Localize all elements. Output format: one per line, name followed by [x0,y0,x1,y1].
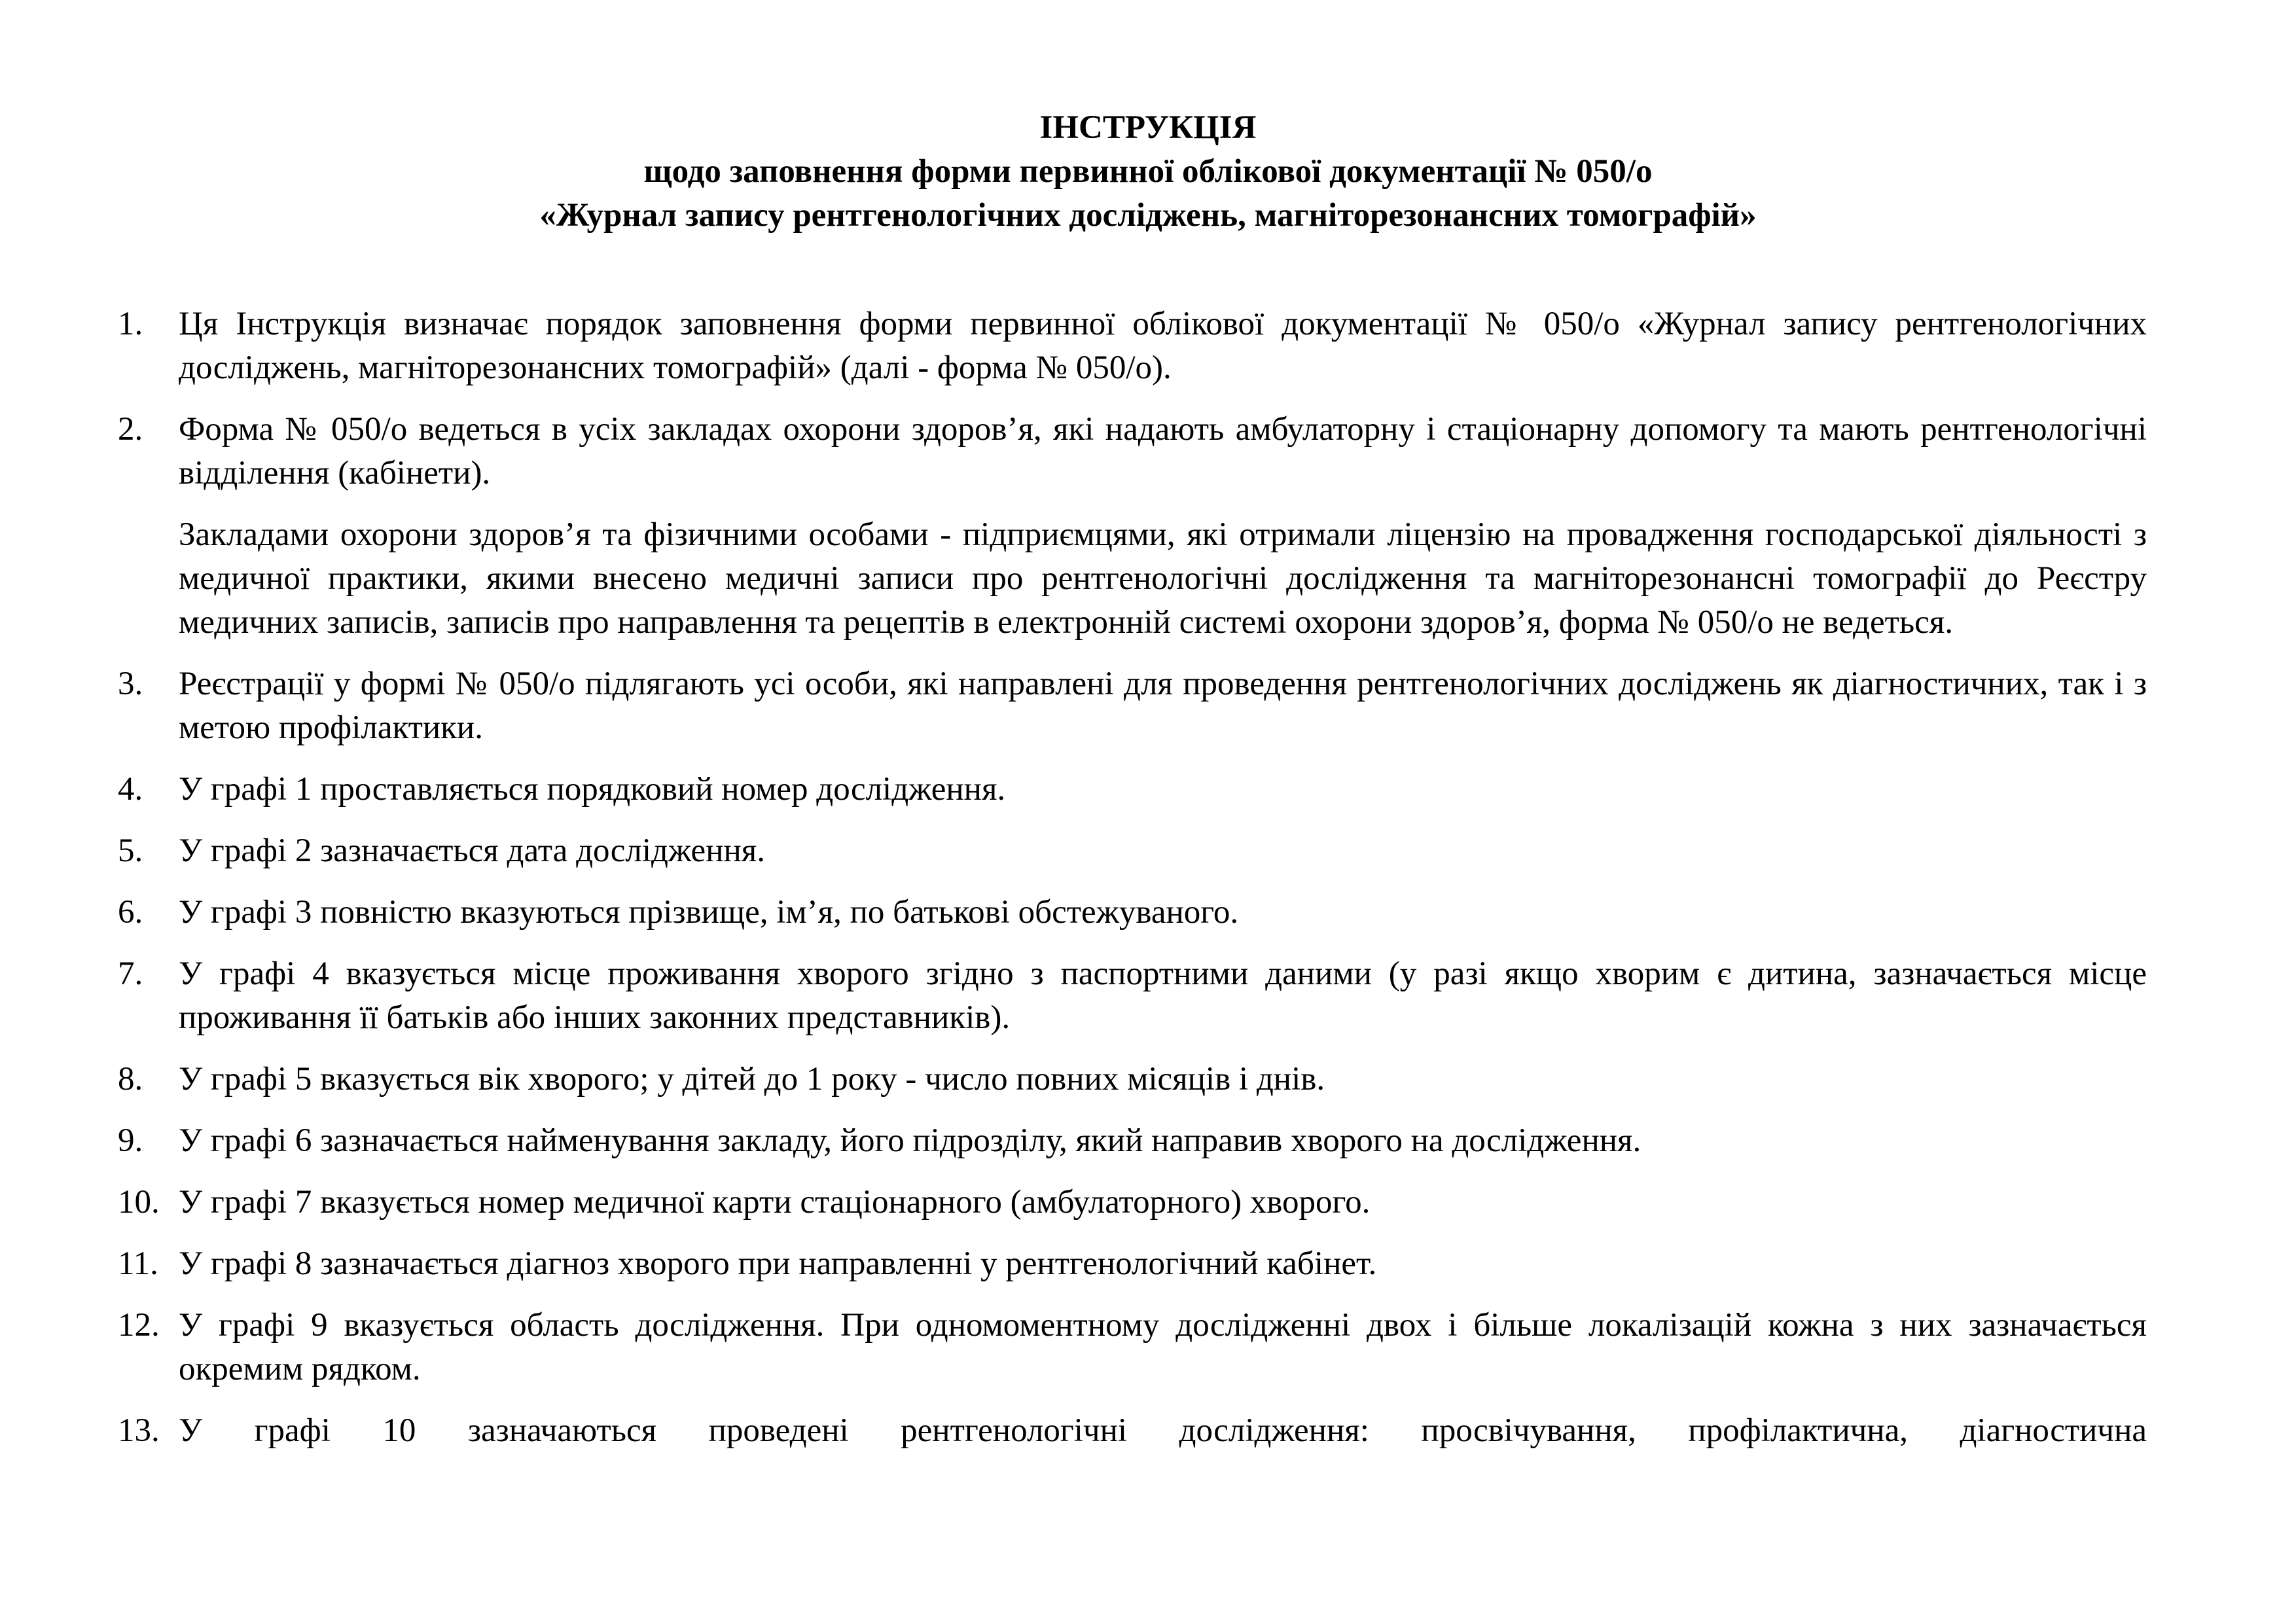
list-item-text: Форма № 050/о ведеться в усіх закладах охорони здоров’я, які надають амбулаторну і стаціонарну допомогу та мають рентгенологічні відділення (кабінети). [179,411,2147,491]
list-item-4 [118,768,2147,812]
list-item-12 [118,1304,2147,1391]
list-item-text: У графі 3 повністю вказуються прізвище, ім’я, по батькові обстежуваного. [179,894,1239,931]
list-item-text: У графі 9 вказується область дослідження. При одномоментному дослідженні двох і більше локалізацій кожна з них зазначається окремим рядком. [179,1307,2147,1387]
list-item-number: 5. [118,832,143,869]
list-item-text: У графі 8 зазначається діагноз хворого при направленні у рентгенологічний кабінет. [179,1245,1377,1282]
list-item-text: У графі 6 зазначається найменування закладу, його підрозділу, який направив хворого на дослідження. [179,1122,1641,1159]
list-item-6 [118,891,2147,935]
list-item-7 [118,952,2147,1040]
list-item-text: Реєстрації у формі № 050/о підлягають усі особи, які направлені для проведення рентгенологічних досліджень як діагностичних, так і з метою профілактики. [179,666,2147,746]
list-item-text: У графі 2 зазначається дата дослідження. [179,832,765,869]
list-item-text: У графі 10 зазначаються проведені рентгенологічні дослідження: просвічування, профілактична, діагностична [179,1412,2147,1449]
list-item-number: 3. [118,666,143,702]
list-item-number: 13. [118,1412,160,1449]
list-item-number: 7. [118,955,143,992]
list-item-11 [118,1242,2147,1286]
list-item-text: У графі 5 вказується вік хворого; у дітей до 1 року - число повних місяців і днів. [179,1061,1325,1097]
list-item-number: 8. [118,1061,143,1097]
document-subtitle: щодо заповнення форми первинної облікової документації № 050/о [643,153,1653,190]
list-item-number: 9. [118,1122,143,1159]
list-item-9 [118,1119,2147,1163]
list-item-number: 6. [118,894,143,931]
list-item-number: 1. [118,306,143,342]
list-item-number: 12. [118,1307,160,1344]
document-title: ІНСТРУКЦІЯ [1039,109,1257,146]
list-item-1 [118,302,2147,390]
list-item-text: У графі 1 проставляється порядковий номер дослідження. [179,771,1006,808]
instruction-list [118,302,2147,1453]
document-header [118,106,2178,238]
list-item-10 [118,1181,2147,1224]
list-item-5 [118,829,2147,873]
list-item-text: Ця Інструкція визначає порядок заповнення форми первинної облікової документації № 050/о «Журнал запису рентгенологічних досліджень, магніторезонансних томографій» (далі - форма № 050/о). [179,306,2147,386]
list-item-number: 4. [118,771,143,808]
list-item-3 [118,662,2147,750]
list-item-number: 10. [118,1184,160,1221]
list-item-2-paragraph: Закладами охорони здоров’я та фізичними особами - підприємцями, які отримали ліцензію на провадження господарської діяльності з медичної практики, якими внесено медичні записи про рентгенологічні дослідження та магніторезонансні томографії до Реєстру медичних записів, записів про направлення та рецептів в електронній системі охорони здоров’я, форма № 050/о не ведеться. [179,516,2147,641]
list-item-8 [118,1058,2147,1101]
list-item-number: 2. [118,411,143,448]
document-subtitle-form-name: «Журнал запису рентгенологічних досліджень, магніторезонансних томографій» [539,197,1757,234]
list-item-13 [118,1409,2147,1453]
list-item-text: У графі 7 вказується номер медичної карти стаціонарного (амбулаторного) хворого. [179,1184,1371,1221]
list-item-number: 11. [118,1245,158,1282]
list-item-text: У графі 4 вказується місце проживання хворого згідно з паспортними даними (у разі якщо хворим є дитина, зазначається місце проживання її батьків або інших законних представників). [179,955,2147,1036]
list-item-2 [118,408,2147,495]
